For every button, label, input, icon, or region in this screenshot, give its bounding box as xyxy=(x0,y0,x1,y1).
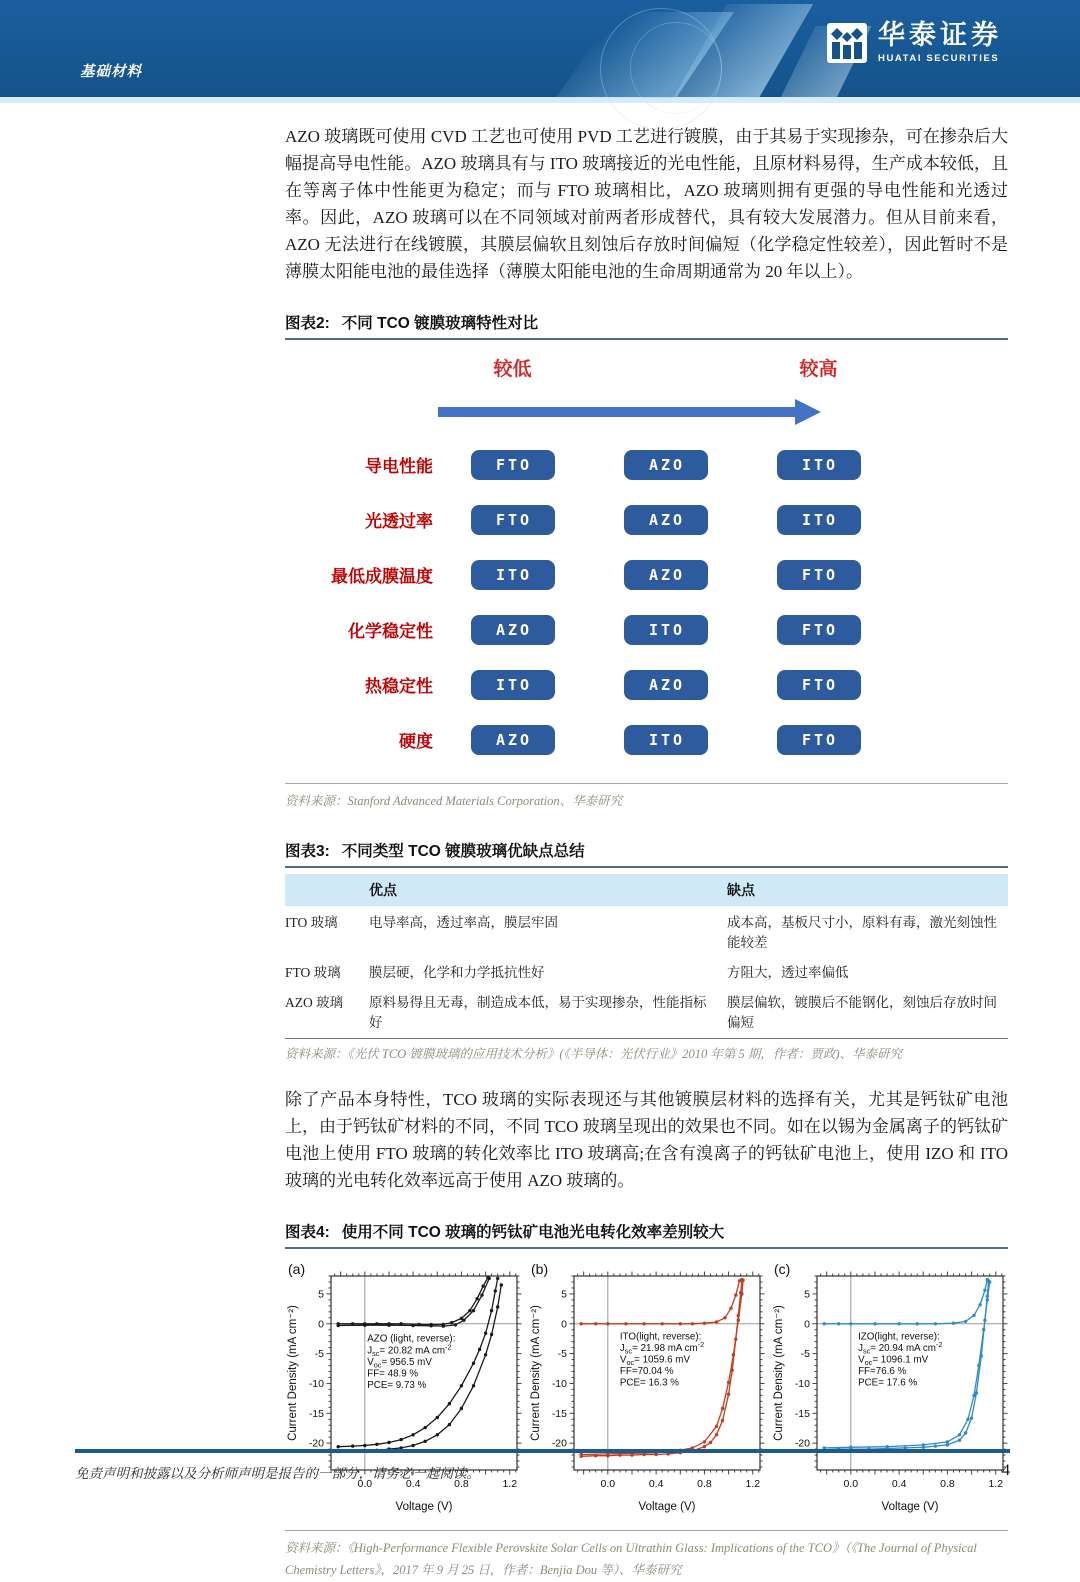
huatai-logo-icon xyxy=(826,22,868,64)
svg-text:-15: -15 xyxy=(308,1407,324,1420)
figure4-title-text: 使用不同 TCO 玻璃的钙钛矿电池光电转化效率差别较大 xyxy=(341,1223,725,1241)
figure2-title-text: 不同 TCO 镀膜玻璃特性对比 xyxy=(341,315,539,332)
glass-pros: 膜层硬，化学和力学抵抗性好 xyxy=(369,964,545,980)
scale-low-label: 较低 xyxy=(493,359,532,380)
property-label: 光透过率 xyxy=(365,512,433,531)
svg-text:0.0: 0.0 xyxy=(357,1477,373,1490)
figure2-label: 图表2: xyxy=(285,315,330,332)
figure3-label: 图表3: xyxy=(285,842,330,860)
svg-text:IZO(light, reverse):: IZO(light, reverse): xyxy=(858,1331,940,1343)
svg-text:(c): (c) xyxy=(774,1260,791,1277)
svg-text:5: 5 xyxy=(318,1288,324,1301)
svg-text:0.0: 0.0 xyxy=(600,1477,616,1490)
svg-text:(a): (a) xyxy=(288,1260,306,1277)
glass-cons: 成本高，基板尺寸小，原料有毒，激光刻蚀性能较差 xyxy=(727,914,997,950)
svg-text:0.4: 0.4 xyxy=(891,1477,907,1490)
glass-box: AZO xyxy=(624,450,708,480)
property-label: 导电性能 xyxy=(365,457,433,476)
svg-text:Voltage (V): Voltage (V) xyxy=(638,1500,696,1513)
svg-text:5: 5 xyxy=(804,1288,810,1301)
svg-text:0.4: 0.4 xyxy=(648,1477,664,1490)
svg-text:-20: -20 xyxy=(308,1437,324,1450)
glass-box: ITO xyxy=(471,560,555,590)
glass-box: ITO xyxy=(777,505,861,535)
svg-text:-5: -5 xyxy=(557,1347,567,1360)
table-row-fto xyxy=(285,956,1008,986)
glass-box: AZO xyxy=(624,670,708,700)
figure2-source: 资料来源：Stanford Advanced Materials Corporation、华泰研究 xyxy=(285,783,1008,813)
paragraph-azo-overview: AZO 玻璃既可使用 CVD 工艺也可使用 PVD 工艺进行镀膜，由于其易于实现掺杂，可在掺杂后大幅提高导电性能。AZO 玻璃具有与 ITO 玻璃接近的光电性能，且原材料易得，生产成本较低，且在等离子体中性能更为稳定；而与 FTO 玻璃相比，AZO 玻璃则拥有更强的导电性能和光透过率。因此，AZO 玻璃可以在不同领域对前两者形成替代，具有较大发展潜力。但从目前来看，AZO 无法进行在线镀膜，其膜层偏软且刻蚀后存放时间偏短（化学稳定性较差），因此暂时不是薄膜太阳能电池的最佳选择（薄膜太阳能电池的生命周期通常为 20 年以上）。 xyxy=(285,127,1008,281)
svg-text:-10: -10 xyxy=(308,1377,324,1390)
figure4-title xyxy=(285,1220,1008,1249)
figure3-table xyxy=(285,874,1008,1039)
right-arrow-icon xyxy=(438,407,796,417)
glass-cons: 膜层偏软，镀膜后不能钢化，刻蚀后存放时间偏短 xyxy=(727,986,1008,1039)
glass-box: AZO xyxy=(624,505,708,535)
table-row-azo xyxy=(285,986,1008,1039)
glass-name: ITO 玻璃 xyxy=(285,914,338,930)
property-label: 硬度 xyxy=(399,732,433,751)
glass-box: FTO xyxy=(777,670,861,700)
property-label: 最低成膜温度 xyxy=(331,567,433,586)
fig2-row-transmittance xyxy=(285,492,1008,547)
svg-text:Jsc= 20.94 mA cm-2: $J_{sc}= 20.94$ mA $cm^{-2}$ xyxy=(858,1339,943,1356)
svg-text:PCE= 16.3 %: PCE= 16.3 % xyxy=(619,1377,679,1389)
property-label: 化学稳定性 xyxy=(348,622,433,641)
glass-box: ITO xyxy=(777,450,861,480)
svg-text:Voltage (V): Voltage (V) xyxy=(881,1500,939,1513)
figure2-title xyxy=(285,311,1008,340)
fig2-row-deposition-temp xyxy=(285,547,1008,602)
glass-box: FTO xyxy=(471,505,555,535)
figure4-source: 资料来源：《High-Performance Flexible Perovskite Solar Cells on Ultrathin Glass: Implications of the TCO》（《The Journal of Physical Chemistry Letters》，2017 年 9 月 25 日，作者：Benjia Dou 等）、华泰研究 xyxy=(285,1530,1008,1582)
huatai-logo xyxy=(826,22,1002,64)
gradient-arrow-row xyxy=(285,401,1008,423)
table-row-ito xyxy=(285,906,1008,956)
svg-text:AZO (light, reverse):: AZO (light, reverse): xyxy=(367,1333,456,1345)
svg-text:0: 0 xyxy=(561,1318,567,1331)
figure2-section xyxy=(285,311,1008,813)
table-header-blank xyxy=(285,874,369,906)
fig2-row-conductivity xyxy=(285,437,1008,492)
svg-text:Voc= 1059.6 mV: $V_{oc}= 1059.6$ mV xyxy=(619,1354,690,1367)
svg-text:FF=70.04 %: FF=70.04 % xyxy=(619,1365,674,1377)
svg-text:Current Density (mA cm⁻²): Current Density (mA cm⁻²) xyxy=(287,1304,299,1441)
header-banner xyxy=(0,0,1080,103)
figure4-label: 图表4: xyxy=(285,1223,330,1241)
svg-text:-5: -5 xyxy=(314,1347,324,1360)
svg-text:PCE= 9.73 %: PCE= 9.73 % xyxy=(367,1379,427,1391)
svg-text:-15: -15 xyxy=(794,1407,810,1420)
figure3-source: 资料来源：《光伏 TCO 镀膜玻璃的应用技术分析》(《半导体：光伏行业》2010 年第 5 期，作者：贾政)、华泰研究 xyxy=(285,1046,903,1061)
brand-name-en: HUATAI SECURITIES xyxy=(878,53,1000,64)
svg-text:0.8: 0.8 xyxy=(454,1477,469,1490)
svg-text:-20: -20 xyxy=(551,1437,567,1450)
glass-box: AZO xyxy=(471,725,555,755)
svg-text:ITO(light, reverse):: ITO(light, reverse): xyxy=(619,1331,702,1343)
glass-box: AZO xyxy=(624,560,708,590)
svg-text:1.2: 1.2 xyxy=(988,1477,1004,1490)
paragraph-tco-performance: 除了产品本身特性，TCO 玻璃的实际表现还与其他镀膜层材料的选择有关，尤其是钙钛矿电池上，由于钙钛矿材料的不同，不同 TCO 玻璃呈现出的效果也不同。如在以锡为金属离子的钙钛矿电池上使用 FTO 玻璃的转化效率比 ITO 玻璃高;在含有溴离子的钙钛矿电池上，使用 IZO 和 ITO 玻璃的光电转化效率远高于使用 AZO 玻璃的。 xyxy=(285,1089,1008,1190)
svg-text:5: 5 xyxy=(561,1288,567,1301)
svg-text:Jsc= 21.98 mA cm-2: $J_{sc}= 21.98$ mA $cm^{-2}$ xyxy=(619,1339,705,1356)
svg-text:Current Density (mA cm⁻²): Current Density (mA cm⁻²) xyxy=(530,1304,542,1441)
scale-labels-row xyxy=(436,354,1008,381)
svg-text:Current Density (mA cm⁻²): Current Density (mA cm⁻²) xyxy=(773,1304,785,1441)
figure3-section xyxy=(285,839,1008,1066)
report-category: 基础材料 xyxy=(80,64,142,80)
glass-box: FTO xyxy=(777,560,861,590)
svg-text:-10: -10 xyxy=(794,1377,810,1390)
banner-decoration xyxy=(673,4,813,98)
page-number: 4 xyxy=(1002,1462,1010,1479)
footer-disclaimer: 免责声明和披露以及分析师声明是报告的一部分，请务必一起阅读。 xyxy=(75,1466,480,1481)
glass-box: FTO xyxy=(777,615,861,645)
svg-text:-5: -5 xyxy=(800,1347,810,1360)
glass-box: ITO xyxy=(624,615,708,645)
report-body xyxy=(285,123,1008,1582)
glass-box: FTO xyxy=(471,450,555,480)
glass-name: FTO 玻璃 xyxy=(285,964,341,980)
brand-name: 华泰证券 xyxy=(878,20,1002,50)
svg-text:FF= 48.9 %: FF= 48.9 % xyxy=(367,1368,419,1380)
svg-text:FF=76.6 %: FF=76.6 % xyxy=(858,1365,907,1377)
svg-text:Voc= 956.5 mV: $V_{oc}= 956.5$ mV xyxy=(367,1356,432,1370)
glass-pros: 原料易得且无毒，制造成本低，易于实现掺杂，性能指标好 xyxy=(369,986,727,1039)
table-header-pros: 优点 xyxy=(369,874,727,906)
svg-text:0.4: 0.4 xyxy=(405,1477,421,1490)
property-label: 热稳定性 xyxy=(365,677,433,696)
figure3-title xyxy=(285,839,1008,868)
scale-high-label: 较高 xyxy=(799,359,838,380)
banner-decoration xyxy=(630,22,722,114)
glass-box: FTO xyxy=(777,725,861,755)
svg-text:0.8: 0.8 xyxy=(940,1477,955,1490)
svg-text:-10: -10 xyxy=(551,1377,567,1390)
banner-decoration xyxy=(600,8,722,130)
page-footer xyxy=(75,1449,1010,1482)
fig2-row-thermal-stability xyxy=(285,657,1008,712)
banner-decoration xyxy=(556,12,734,98)
table-header-cons: 缺点 xyxy=(727,874,1008,906)
figure3-title-text: 不同类型 TCO 镀膜玻璃优缺点总结 xyxy=(341,842,585,860)
glass-cons: 方阻大，透过率偏低 xyxy=(727,964,849,980)
svg-text:-20: -20 xyxy=(794,1437,810,1450)
glass-pros: 电导率高，透过率高，膜层牢固 xyxy=(369,914,558,930)
fig2-row-hardness xyxy=(285,712,1008,767)
glass-name: AZO 玻璃 xyxy=(285,986,369,1039)
glass-box: AZO xyxy=(471,615,555,645)
svg-text:Jsc= 20.82 mA cm-2: $J_{sc}= 20.82$ mA $cm^{-2}$ xyxy=(367,1342,452,1358)
svg-text:1.2: 1.2 xyxy=(745,1477,761,1490)
footer-divider xyxy=(75,1449,1010,1453)
svg-text:0: 0 xyxy=(318,1318,324,1331)
svg-text:0: 0 xyxy=(804,1318,810,1331)
svg-text:-15: -15 xyxy=(551,1407,567,1420)
fig2-row-chemical-stability xyxy=(285,602,1008,657)
svg-text:0.8: 0.8 xyxy=(697,1477,712,1490)
svg-text:Voltage (V): Voltage (V) xyxy=(395,1500,453,1513)
figure2-diagram xyxy=(285,340,1008,767)
glass-box: ITO xyxy=(471,670,555,700)
svg-text:0.0: 0.0 xyxy=(843,1477,859,1490)
glass-box: ITO xyxy=(624,725,708,755)
svg-text:Voc= 1096.1 mV: $V_{oc}= 1096.1$ mV xyxy=(858,1354,929,1367)
svg-text:1.2: 1.2 xyxy=(502,1477,518,1490)
svg-text:(b): (b) xyxy=(531,1260,549,1277)
figure4-section xyxy=(285,1220,1008,1582)
table-header-row xyxy=(285,874,1008,906)
svg-text:PCE= 17.6 %: PCE= 17.6 % xyxy=(858,1377,918,1389)
